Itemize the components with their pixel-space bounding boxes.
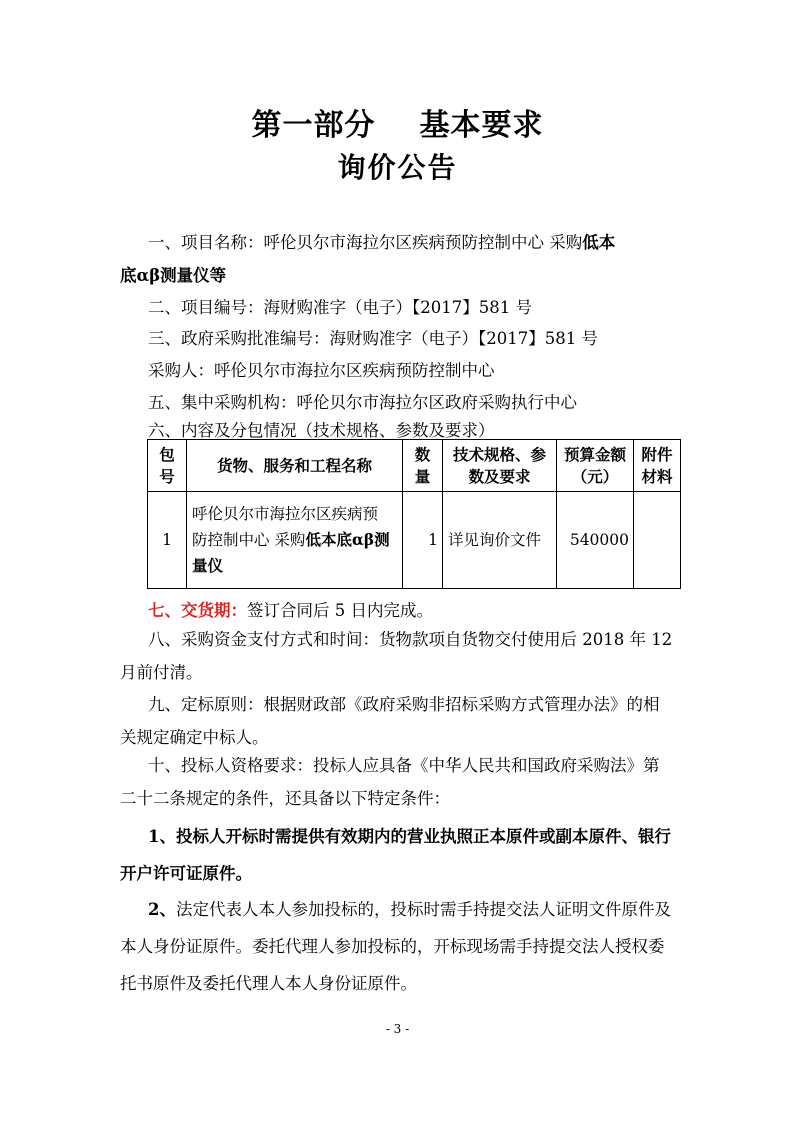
project-number: 二、项目编号：海财购准字（电子）【2017】581 号 <box>148 298 532 317</box>
requirement-2-number: 2、 <box>148 900 176 919</box>
procurement-agency: 五、集中采购机构：呼伦贝尔市海拉尔区政府采购执行中心 <box>148 393 577 412</box>
header-quantity: 数量 <box>403 440 443 492</box>
delivery-label: 七、交货期： <box>148 601 247 620</box>
cell-attachment <box>634 492 681 589</box>
purchaser: 采购人：呼伦贝尔市海拉尔区疾病预防控制中心 <box>148 361 495 380</box>
cell-goods-name <box>187 492 403 589</box>
project-name-line1 <box>148 229 615 253</box>
goods-name-bold: 低本底αβ测量仪 <box>192 530 390 575</box>
goods-name-text: 呼伦贝尔市海拉尔区疾病预防控制中心 采购 <box>192 505 379 549</box>
approval-number: 三、政府采购批准编号：海财购准字（电子）【2017】581 号 <box>148 329 598 348</box>
project-name-label: 一、项目名称： <box>148 233 264 252</box>
cell-budget: 540000 <box>557 492 634 589</box>
header-attachment: 附件材料 <box>634 440 681 492</box>
table-row <box>148 492 681 589</box>
table-header-row <box>148 440 681 492</box>
payment-terms: 八、采购资金支付方式和时间：货物款项自货物交付使用后 2018 年 12 月前付清。 <box>120 630 673 682</box>
bidder-qualification: 十、投标人资格要求：投标人应具备《中华人民共和国政府采购法》第二十二条规定的条件，还具备以下特定条件： <box>120 756 660 808</box>
page-number: - 3 - <box>385 1022 410 1036</box>
page-subtitle: 询价公告 <box>337 151 458 184</box>
cell-specification: 详见询价文件 <box>443 492 557 589</box>
project-name-value: 呼伦贝尔市海拉尔区疾病预防控制中心 采购 <box>263 233 583 252</box>
requirement-2 <box>120 891 675 1002</box>
requirement-2-text: 法定代表人本人参加投标的，投标时需手持提交法人证明文件原件及本人身份证原件。委托代理人参加投标的，开标现场需手持提交法人授权委托书原件及委托代理人本人身份证原件。 <box>120 900 671 993</box>
title-requirements: 基本要求 <box>419 108 544 143</box>
project-name-line2: 底αβ测量仪等 <box>120 266 227 285</box>
page-title <box>0 100 795 144</box>
header-goods-name: 货物、服务和工程名称 <box>187 440 403 492</box>
requirement-1: 1、投标人开标时需提供有效期内的营业执照正本原件或副本原件、银行开户许可证原件。 <box>120 827 671 883</box>
header-package-no: 包号 <box>148 440 187 492</box>
content-heading: 六、内容及分包情况（技术规格、参数及要求） <box>148 421 495 440</box>
header-specification: 技术规格、参数及要求 <box>443 440 557 492</box>
package-table <box>147 439 681 589</box>
delivery-period <box>148 597 433 621</box>
cell-quantity: 1 <box>403 492 443 589</box>
cell-package-no: 1 <box>148 492 187 589</box>
award-criteria: 九、定标原则：根据财政部《政府采购非招标采购方式管理办法》的相关规定确定中标人。 <box>120 695 660 747</box>
title-part: 第一部分 <box>251 108 376 143</box>
header-budget: 预算金额（元） <box>557 440 634 492</box>
delivery-value: 签订合同后 5 日内完成。 <box>247 601 433 620</box>
project-name-bold: 低本 <box>582 233 616 252</box>
